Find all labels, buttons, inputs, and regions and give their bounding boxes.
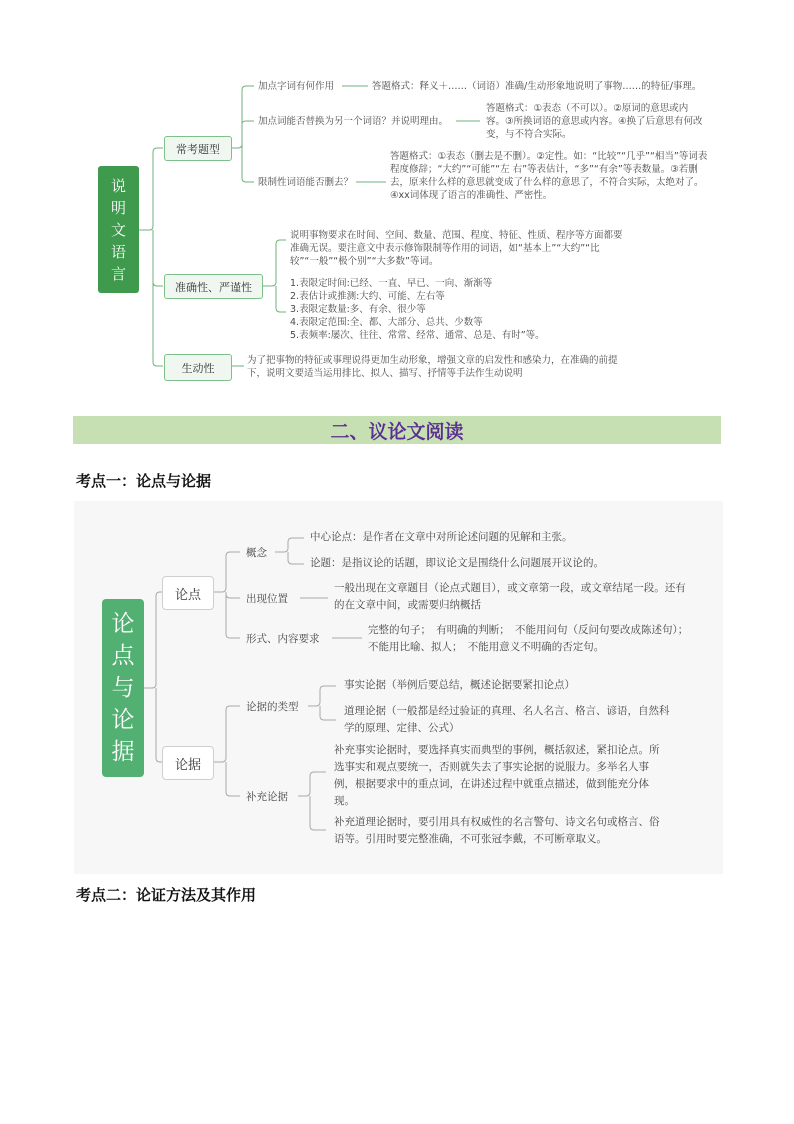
root-char: 论: [111, 611, 135, 637]
sub-form-requirements: 形式、内容要求: [246, 633, 320, 645]
root-char: 与: [111, 675, 135, 701]
branch-vividness: 生动性: [164, 354, 232, 381]
root-char: 言: [110, 264, 126, 283]
branch-evidence: 论据: [162, 746, 214, 780]
q1-question: 加点字词有何作用: [258, 81, 335, 92]
q2-answer: 答题格式：①表态（不可以）。②原词的意思或内容。③所换词语的意思或内容。④换了后意思有何改变，与不符合实际。: [486, 103, 703, 140]
root-char: 点: [111, 643, 135, 669]
sub-position: 出现位置: [246, 593, 288, 605]
q3-question: 限制性词语能否删去？: [258, 177, 354, 188]
root-char: 据: [111, 739, 135, 765]
accuracy-item: 4.表限定范围:全、都、大部分、总共、少数等: [290, 317, 483, 328]
sub-evidence-types: 论据的类型: [246, 701, 299, 713]
position-text: 一般出现在文章题目（论点式题目），或文章第一段，或文章结尾一段。还有的在文章中间，或需要归纳概括: [334, 582, 686, 611]
type-item: 道理论据（一般都是经过验证的真理、名人名言、格言、谚语，自然科学的原理、定律、公式）: [344, 705, 670, 734]
sub-supplement: 补充论据: [246, 791, 288, 803]
root-char: 文: [110, 220, 126, 239]
concept-item: 中心论点：是作者在文章中对所论述问题的见解和主张。: [310, 531, 573, 543]
q2-question: 加点词能否替换为另一个词语？并说明理由。: [258, 116, 449, 127]
type-item: 事实论据（举例后要总结，概述论据要紧扣论点）: [344, 679, 575, 691]
section-title: 二、议论文阅读: [330, 420, 464, 443]
q1-answer: 答题格式：释义＋……（词语）准确/生动形象地说明了事物……的特征/事理。: [372, 81, 702, 92]
supplement-item: 补充事实论据时，要选择真实而典型的事例，概括叙述，紧扣论点。所选事实和观点要统一，否则就失去了事实论据的说服力。多举名人事例，根据要求中的重点词，在讲述过程中就重点描述，做到能充分体现。: [334, 744, 660, 807]
branch-argument: 论点: [162, 576, 214, 610]
heading-topic-two: 考点二：论证方法及其作用: [76, 886, 257, 904]
concept-item: 论题：是指议论的话题，即议论文是围绕什么问题展开议论的。: [310, 557, 604, 569]
branch-accuracy: 准确性、严谨性: [164, 274, 263, 299]
root-char: 语: [110, 242, 126, 261]
vividness-text: 为了把事物的特征或事理说得更加生动形象，增强文章的启发性和感染力，在准确的前提下，说明文要适当运用排比、拟人、描写、抒情等手法作生动说明: [247, 355, 618, 379]
root-char: 论: [111, 707, 135, 733]
root-char: 明: [110, 198, 126, 217]
branch-common-questions: 常考题型: [164, 136, 232, 161]
map2-root-node: [102, 599, 144, 777]
accuracy-item: 2.表估计或推测:大约、可能、左右等: [290, 291, 445, 302]
accuracy-item: 5.表频率:屡次、往往、常常、经常、通常、总是、有时”等。: [290, 330, 545, 341]
form-text: 完整的句子； 有明确的判断； 不能用问句（反问句要改成陈述句）；不能用比喻、拟人； 不能用意义不明确的否定句。: [368, 624, 689, 653]
root-char: 说: [110, 176, 126, 195]
accuracy-intro: 说明事物要求在时间、空间、数量、范围、程度、特征、性质、程序等方面都要准确无误。要注意文中表示修饰限制等作用的词语，如“基本上”“大约”“比较”“一般”“极个别”“大多数”等词。: [290, 230, 623, 267]
heading-topic-one: 考点一：论点与论据: [76, 472, 212, 490]
accuracy-item: 1.表限定时间:已经、一直、早已、一向、渐渐等: [290, 278, 493, 289]
q3-answer: 答题格式：①表态（删去是不删）。②定性。如：“比较”“几乎”“相当”等词表程度修辞；“大约”“可能”“左 右”等表估计，“多”“有余”等表数量。③若删去，原来什么样的意思就变成了什么样的意思了，不符合实际，太绝对了。④xx词体现了语言的准确性、严密性。: [390, 151, 708, 201]
supplement-item: 补充道理论据时，要引用具有权威性的名言警句、诗文名句或格言、俗语等。引用时要完整准确，不可张冠李戴，不可断章取义。: [334, 816, 660, 845]
accuracy-item: 3.表限定数量:多、有余、很少等: [290, 304, 426, 315]
sub-concept: 概念: [246, 547, 267, 559]
